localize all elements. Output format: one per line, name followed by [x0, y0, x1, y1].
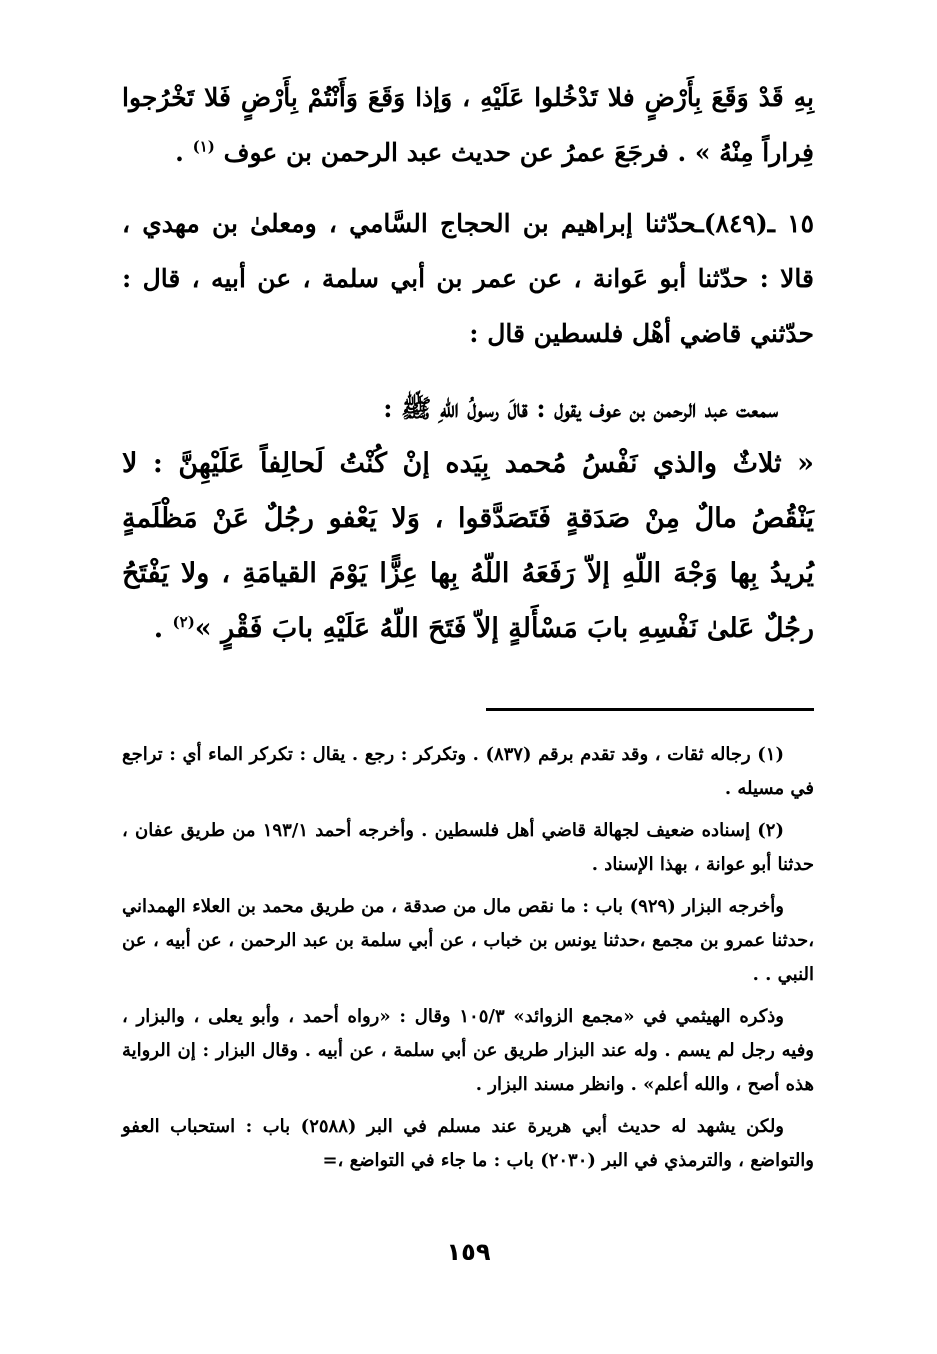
isnad-text: حدّثنا إبراهيم بن الحجاج السَّامي ، ومعلىٰ بن مهدي ، قالا : حدّثنا أبو عَوانة ، عن عمر بن أبي سلمة ، عن أبيه ، قال : حدّثني قاضي أهْل فلسطين قال : — [122, 209, 814, 348]
footnote-2: (٢) إسناده ضعيف لجهالة قاضي أهل فلسطين . وأخرجه أحمد ١٩٣/١ من طريق عفان ، حدثنا أبو عوانة ، بهذا الإسناد . — [122, 820, 814, 875]
main-text — [122, 70, 814, 656]
footnote-2-shahid: ولكن يشهد له حديث أبي هريرة عند مسلم في البر (٢٥٨٨) باب : استحباب العفو والتواضع ، والترمذي في البر (٢٠٣٠) باب : ما جاء في التواضع ،= — [122, 1116, 814, 1171]
continuation-text: بِهِ قَدْ وَقَعَ بِأَرْضٍ فلا تَدْخُلوا عَلَيْهِ ، وَإذا وَقَعَ وَأَنْتُمْ بِأَرْضٍ فَلا تَخْرُجوا فِراراً مِنْهُ » . فرجَعَ عمرُ عن حديث عبد الرحمن بن عوف — [122, 83, 814, 167]
hadith-number: ١٥ ـ(٨٤٩)ـ — [696, 209, 815, 238]
matn-text: « ثلاثٌ والذي نَفْسُ مُحمد بِيَده إنْ كُنْتُ لَحالِفاً عَلَيْهِنَّ : لا يَنْقُصُ مالٌ مِنْ صَدَقةٍ فَتَصَدَّقوا ، وَلا يَعْفو رجُلٌ عَنْ مَظْلَمةٍ يُريدُ بِها وَجْهَ اللّهِ إلاّ رَفَعَهُ اللّهُ بِها عِزًّا يَوْمَ القيامَةِ ، ولا يَفْتَحُ رجُلٌ عَلىٰ نَفْسِهِ بابَ مَسْأَلةٍ إلاّ فَتَحَ اللّهُ عَلَيْهِ بابَ فَقْرٍ » — [122, 448, 814, 644]
footnote-ref-2: (٢) — [172, 613, 195, 631]
page-number: ١٥٩ — [446, 1238, 491, 1266]
footnote-1: (١) رجاله ثقات ، وقد تقدم برقم (٨٣٧) . وتكركر : رجع . يقال : تكركر الماء أي : تراجع في مسيله . — [122, 744, 814, 799]
matn-end: . — [153, 613, 164, 644]
footnote-2-bazzar: وأخرجه البزار (٩٢٩) باب : ما نقص مال من صدقة ، من طريق محمد بن العلاء الهمداني ،حدثنا عمرو بن مجمع ،حدثنا يونس بن خباب ، عن أبي سلمة بن عبد الرحمن ، عن أبيه ، عن النبي . . — [122, 896, 814, 985]
hadith-isnad-paragraph — [122, 196, 814, 361]
footnote-divider — [486, 708, 814, 711]
footnotes — [122, 738, 814, 1186]
footnote-ref-1: (١) — [192, 137, 215, 156]
continuation-end: . — [175, 138, 184, 167]
hadith-matn — [122, 436, 814, 656]
footnote-2-haythami: وذكره الهيثمي في «مجمع الزوائد» ١٠٥/٣ وقال : «رواه أحمد ، وأبو يعلى ، والبزار ، وفيه رجل لم يسم . وله عند البزار طريق عن أبي سلمة ، عن أبيه . وقال البزار : إن الرواية هذه أصح ، والله أعلم» . وانظر مسند البزار . — [122, 1006, 814, 1095]
hadith-intro: سمعت عبد الرحمن بن عوف يقول : قالَ رسولُ اللّهِ ﷺ : — [383, 394, 778, 423]
hadith-continuation — [122, 70, 814, 180]
